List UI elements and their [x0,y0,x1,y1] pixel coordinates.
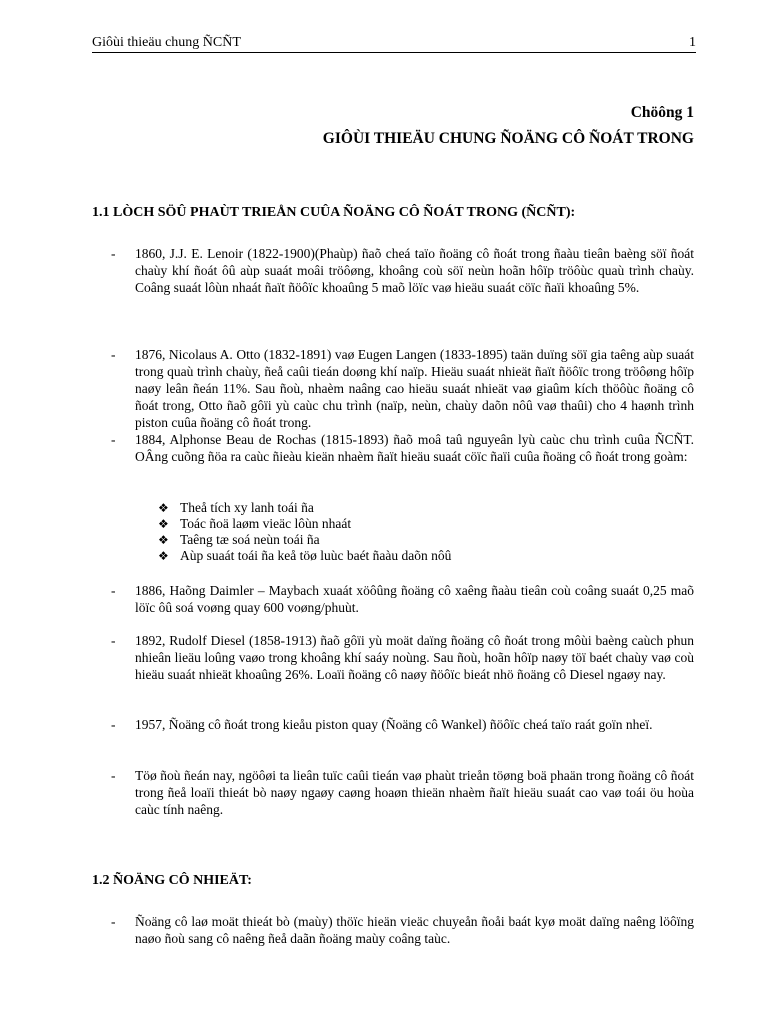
history-item-1860 [92,245,694,296]
list-dash: - [111,633,116,648]
list-dash: - [111,583,116,598]
section-heading-1-1: 1.1 LÒCH SÖÛ PHAÙT TRIEÅN CUÛA ÑOÄNG CÔ ÑOÁT TRONG (ÑCÑT): [92,205,576,220]
diamond-bullet-icon: ❖ [158,549,169,563]
header-title: Giôùi thieäu chung ÑCÑT [92,35,241,50]
condition-text: Toác ñoä laøm vieäc lôùn nhaát [180,516,352,531]
history-item-text: Töø ñoù ñeán nay, ngöôøi ta lieân tuïc caûi tieán vaø phaùt trieån töøng boä phaän trong ñoäng cô ñoát trong ñeå loaïi thieát bò naøy ngaøy caøng hoaøn thieän nhaèm ñaït hieäu suaát cao vaø toái öu hoùa caùc tính naêng. [135,768,694,817]
history-item-text: 1886, Haõng Daimler – Maybach xuaát xöôûng ñoäng cô xaêng ñaàu tieân coù coâng suaát 0,25 maõ löïc ôû soá voøng quay 600 voøng/phuùt. [135,583,694,615]
history-item-1892 [92,632,694,683]
chapter-title: GIÔÙI THIEÄU CHUNG ÑOÄNG CÔ ÑOÁT TRONG [322,130,694,147]
condition-text: Aùp suaát toái ña keå töø luùc baét ñaàu daõn nôû [180,548,452,563]
list-dash: - [111,432,116,447]
heat-engine-definition [92,913,694,947]
condition-item [158,547,451,565]
chapter-label: Chöông 1 [630,104,694,121]
section-heading-1-2: 1.2 ÑOÄNG CÔ NHIEÄT: [92,873,252,888]
history-item-1876 [92,346,694,431]
history-item-text: 1892, Rudolf Diesel (1858-1913) ñaõ gôïi yù moät daïng ñoäng cô ñoát trong môùi baèng caùch phun nhieân lieäu loûng vaøo trong khoâng khí saáy noùng. Sau ñoù, hoãn hôïp naøy töï baét chaùy vaø coù hieäu suaát nhieät khoaûng 26%. Loaïi ñoäng cô naøy ñöôïc bieát nhö ñoäng cô Diesel ngaøy nay. [135,633,694,682]
history-item-text: 1860, J.J. E. Lenoir (1822-1900)(Phaùp) ñaõ cheá taïo ñoäng cô ñoát trong ñaàu tieân baèng söï ñoát chaùy khí ñoát ôû aùp suaát moâi tröôøng, khoâng coù söï neùn hoãn hôïp tröôùc quaù trình chaùy. Coâng suaát lôùn nhaát ñaït ñöôïc khoaûng 5 maõ löïc vaø hieäu suaát cöïc ñaïi khoaûng 5%. [135,246,694,295]
history-item-text: 1957, Ñoäng cô ñoát trong kieåu piston quay (Ñoäng cô Wankel) ñöôïc cheá taïo raát goïn nheï. [135,717,653,732]
list-dash: - [111,246,116,261]
list-dash: - [111,768,116,783]
page-number: 1 [689,35,696,50]
definition-text: Ñoäng cô laø moät thieát bò (maùy) thöïc hieän vieäc chuyeån ñoåi baát kyø moät daïng naêng löôïng naøo ñoù sang cô naêng ñeå daãn ñoäng maùy coâng taùc. [135,914,694,946]
list-dash: - [111,717,116,732]
history-item-1884 [92,431,694,465]
diamond-bullet-icon: ❖ [158,533,169,547]
diamond-bullet-icon: ❖ [158,501,169,515]
history-item-1957 [92,716,694,733]
list-dash: - [111,914,116,929]
condition-text: Theå tích xy lanh toái ña [180,500,314,515]
history-item-today [92,767,694,818]
diamond-bullet-icon: ❖ [158,517,169,531]
history-item-text: 1884, Alphonse Beau de Rochas (1815-1893) ñaõ moâ taû nguyeân lyù caùc chu trình cuûa ÑCÑT. OÂng cuõng ñöa ra caùc ñieàu kieän nhaèm ñaït hieäu suaát cöïc ñaïi cuûa ñoäng cô ñoát trong goàm: [135,432,694,464]
condition-text: Taêng tæ soá neùn toái ña [180,532,320,547]
history-item-1886 [92,582,694,616]
list-dash: - [111,347,116,362]
running-header [92,34,696,53]
history-item-text: 1876, Nicolaus A. Otto (1832-1891) vaø Eugen Langen (1833-1895) taän duïng söï gia taêng aùp suaát trong quaù trình chaùy, ñeå caûi tieán doøng khí naïp. Hieäu suaát nhieät ñaït ñöôïc trong tröôøng hôïp naøy leân ñeán 11%. Sau ñoù, nhaèm naâng cao hieäu suaát nhieät vaø giaûm kích thöôùc ñoäng cô ñoát trong, Otto ñaõ gôïi yù caùc chu trình (naïp, neùn, chaùy daõn nôû vaø thaûi) cho 4 haønh trình piston cuûa ñoäng cô ñoát trong. [135,347,694,430]
